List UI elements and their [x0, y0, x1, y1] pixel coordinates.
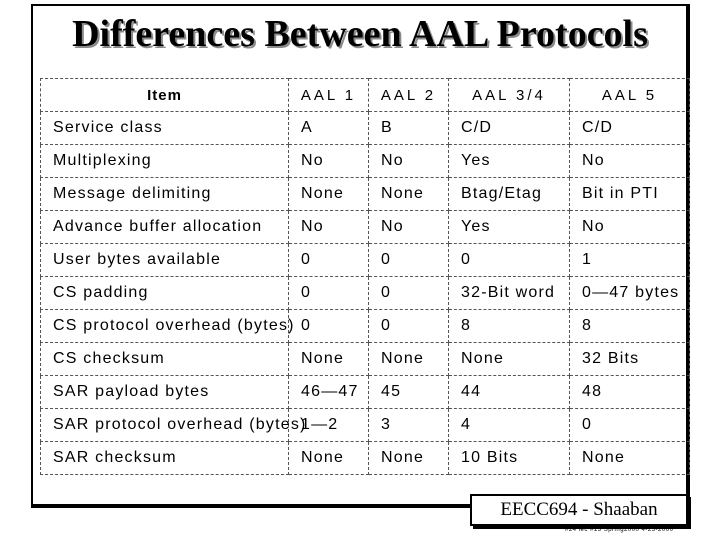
footer-small-text: #24 lec #13 Spring2000 4-25-2000 — [565, 527, 674, 533]
table-row — [41, 277, 690, 310]
row-label-cell: Message delimiting — [41, 178, 289, 211]
table-cell: 10 Bits — [449, 442, 570, 475]
table-cell: 0 — [449, 244, 570, 277]
table-cell: None — [289, 442, 369, 475]
table-cell: 1—2 — [289, 409, 369, 442]
table-cell: C/D — [570, 112, 690, 145]
table-cell: None — [570, 442, 690, 475]
table-cell: 0 — [369, 310, 449, 343]
table-cell: No — [570, 211, 690, 244]
table-cell: 45 — [369, 376, 449, 409]
table-cell: 44 — [449, 376, 570, 409]
table-header-row — [41, 79, 690, 112]
table-cell: 8 — [449, 310, 570, 343]
table-cell: None — [289, 178, 369, 211]
table-cell: C/D — [449, 112, 570, 145]
table-body — [41, 112, 690, 475]
row-label-cell: CS padding — [41, 277, 289, 310]
table-row — [41, 310, 690, 343]
header-aal2: AAL 2 — [369, 79, 449, 112]
row-label-cell: Advance buffer allocation — [41, 211, 289, 244]
table-cell: None — [449, 343, 570, 376]
table-row — [41, 343, 690, 376]
row-label-cell: Service class — [41, 112, 289, 145]
table-cell: Yes — [449, 145, 570, 178]
table-cell: No — [369, 211, 449, 244]
table-cell: 4 — [449, 409, 570, 442]
table-cell: None — [369, 442, 449, 475]
table-cell: B — [369, 112, 449, 145]
table-cell: A — [289, 112, 369, 145]
table-cell: No — [289, 211, 369, 244]
row-label-cell: SAR payload bytes — [41, 376, 289, 409]
header-item: Item — [41, 79, 289, 112]
table-cell: None — [369, 343, 449, 376]
table-row — [41, 112, 690, 145]
slide-title: Differences Between AAL Protocols — [72, 13, 648, 55]
header-aal34: AAL 3/4 — [449, 79, 570, 112]
table-cell: Btag/Etag — [449, 178, 570, 211]
table-cell: Bit in PTI — [570, 178, 690, 211]
table-cell: 0 — [289, 310, 369, 343]
row-label-cell: CS protocol overhead (bytes) — [41, 310, 289, 343]
table-row — [41, 442, 690, 475]
table-row — [41, 244, 690, 277]
table-cell: 0 — [289, 277, 369, 310]
row-label-cell: SAR protocol overhead (bytes) — [41, 409, 289, 442]
table-row — [41, 178, 690, 211]
table-cell: 0 — [369, 277, 449, 310]
row-label-cell: SAR checksum — [41, 442, 289, 475]
table-cell: 32-Bit word — [449, 277, 570, 310]
table-cell: 0 — [570, 409, 690, 442]
table-row — [41, 145, 690, 178]
table-cell: 46—47 — [289, 376, 369, 409]
table-cell: 0 — [289, 244, 369, 277]
table-cell: 3 — [369, 409, 449, 442]
table-cell: Yes — [449, 211, 570, 244]
table-cell: 1 — [570, 244, 690, 277]
header-aal1: AAL 1 — [289, 79, 369, 112]
row-label-cell: Multiplexing — [41, 145, 289, 178]
table-cell: 0 — [369, 244, 449, 277]
table-cell: No — [570, 145, 690, 178]
row-label-cell: User bytes available — [41, 244, 289, 277]
table-row — [41, 376, 690, 409]
table-cell: No — [369, 145, 449, 178]
header-aal5: AAL 5 — [570, 79, 690, 112]
table-cell: 32 Bits — [570, 343, 690, 376]
footer-badge: EECC694 - Shaaban — [470, 494, 688, 526]
row-label-cell: CS checksum — [41, 343, 289, 376]
table-row — [41, 409, 690, 442]
table-cell: No — [289, 145, 369, 178]
table-cell: 8 — [570, 310, 690, 343]
table-cell: 48 — [570, 376, 690, 409]
table-cell: 0—47 bytes — [570, 277, 690, 310]
table-cell: None — [369, 178, 449, 211]
table-row — [41, 211, 690, 244]
table-cell: None — [289, 343, 369, 376]
aal-comparison-table — [40, 78, 690, 475]
